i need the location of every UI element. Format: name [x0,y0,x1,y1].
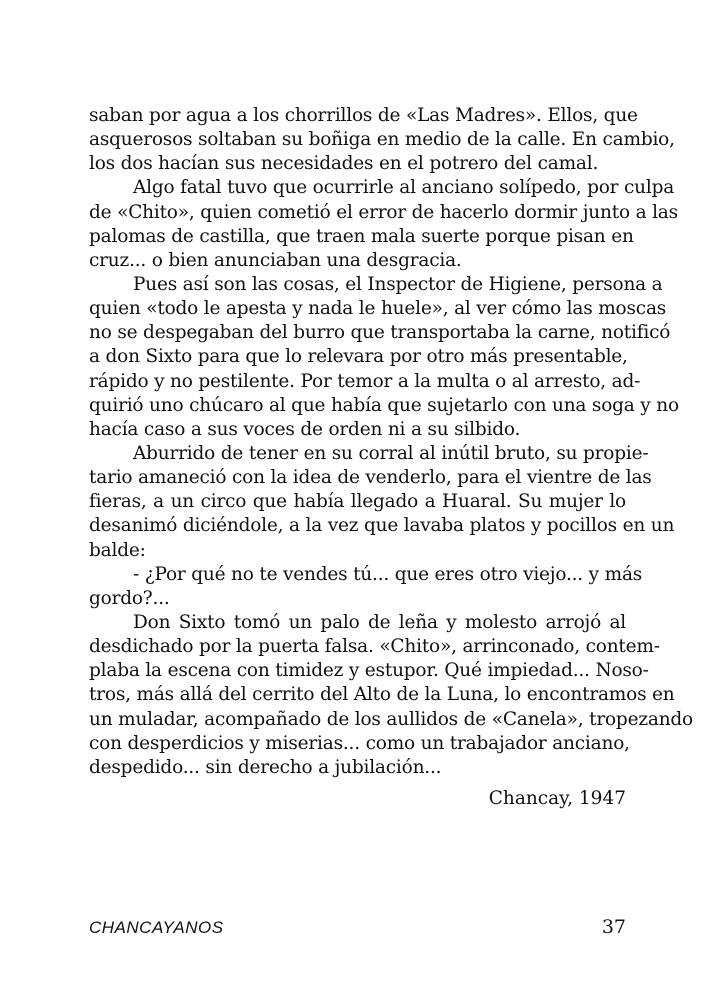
paragraph-start-line: Algo fatal tuvo que ocurrirle al anciano solípedo, por culpa [133,177,675,199]
text-line: rápido y no pestilente. Por temor a la multa o al arresto, ad- [89,370,641,392]
text-line: no se despegaban del burro que transportaba la carne, notificó [89,322,671,344]
text-line: a don Sixto para que lo relevara por otro más presentable, [89,346,628,368]
text-line: palomas de castilla, que traen mala suerte porque pisan en [89,225,634,247]
text-line: asquerosos soltaban su boñiga en medio de la calle. En cambio, [89,129,675,151]
place-date-signature: Chancay, 1947 [488,788,626,809]
text-line: hacía caso a sus voces de orden ni a su silbido. [89,418,521,440]
text-line: tario amaneció con la idea de venderlo, para el vientre de las [89,467,652,489]
text-line: desanimó diciéndole, a la vez que lavaba platos y pocillos en un [89,515,675,537]
paragraph-start-line: Don Sixto tomó un palo de leña y molesto arrojó al [133,611,626,633]
dialogue-line: - ¿Por qué no te vendes tú... que eres otro viejo... y más [133,563,643,585]
paragraph-start-line: Pues así son las cosas, el Inspector de Higiene, persona a [133,273,663,295]
text-line: con desperdicios y miserias... como un trabajador anciano, [89,732,630,754]
text-line: de «Chito», quien cometió el error de hacerlo dormir junto a las [89,201,678,223]
text-line: los dos hacían sus necesidades en el potrero del camal. [89,153,599,175]
running-footer-title: CHANCAYANOS [89,918,224,937]
text-line: balde: [89,539,146,561]
text-line: desdichado por la puerta falsa. «Chito», arrinconado, contem- [89,636,660,658]
page-number: 37 [601,916,626,938]
paragraph-start-line: Aburrido de tener en su corral al inútil bruto, su propie- [133,442,649,464]
text-line: plaba la escena con timidez y estupor. Qué impiedad... Noso- [89,660,649,682]
text-line: un muladar, acompañado de los aullidos de «Canela», tropezando [89,708,693,730]
text-line: cruz... o bien anunciaban una desgracia. [89,249,462,271]
text-line: gordo?... [89,587,170,609]
text-line: saban por agua a los chorrillos de «Las Madres». Ellos, que [89,105,638,126]
text-line: quien «todo le apesta y nada le huele», al ver cómo las moscas [89,298,667,320]
text-line: despedido... sin derecho a jubilación... [89,756,442,778]
text-line: tros, más allá del cerrito del Alto de la Luna, lo encontramos en [89,684,675,706]
text-line: quirió uno chúcaro al que había que sujetarlo con una soga y no [89,394,679,416]
body-text [89,104,693,780]
text-line: fieras, a un circo que había llegado a Huaral. Su mujer lo [89,491,626,513]
